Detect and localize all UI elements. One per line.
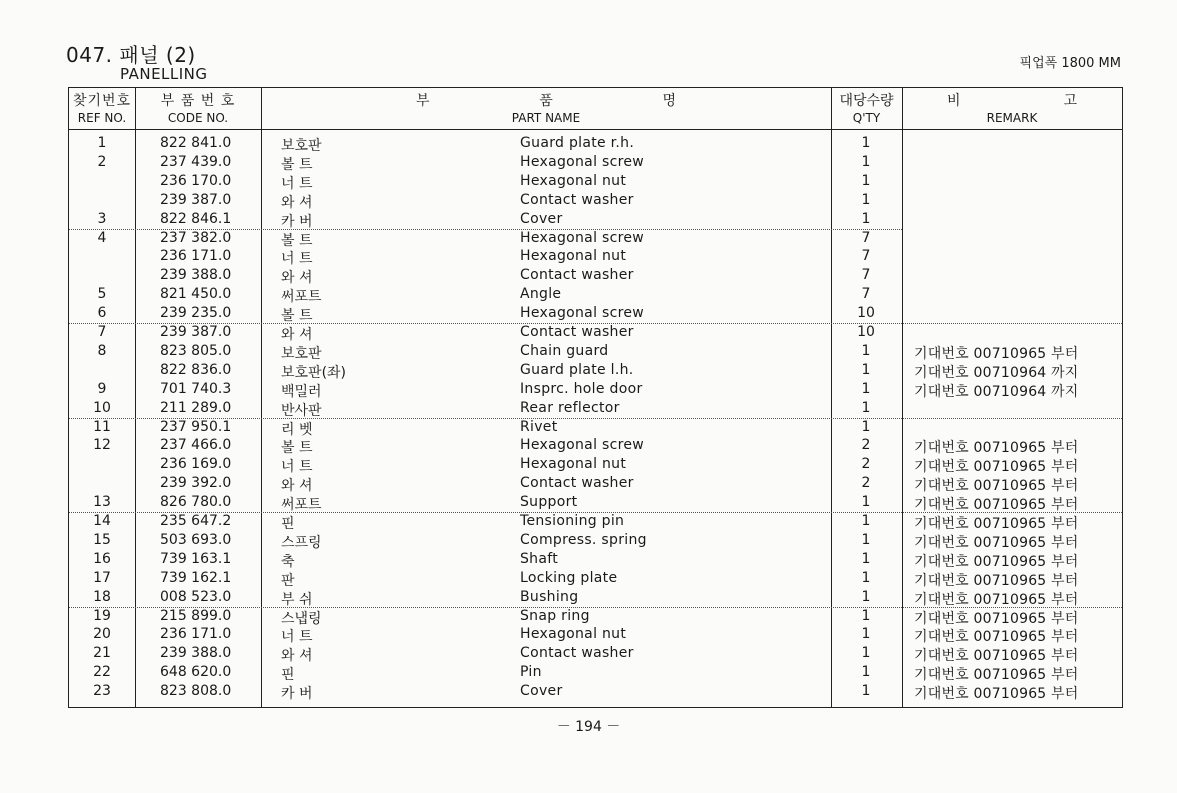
table-row (69, 588, 1122, 607)
cell-korean-name: 와 셔 (281, 478, 313, 495)
page-header (66, 44, 208, 83)
cell-remark: 기대번호 00710964 까지 (914, 383, 1079, 400)
cell-ref-no: 7 (97, 324, 107, 340)
cell-remark: 기대번호 00710965 부터 (914, 667, 1079, 684)
cell-part-name: Hexagonal nut (520, 456, 627, 473)
cell-quantity: 1 (861, 626, 871, 643)
cell-quantity: 1 (861, 513, 871, 529)
cell-code-no: 701 740.3 (160, 380, 232, 397)
header-code-no (135, 88, 261, 129)
cell-ref-no: 23 (93, 683, 111, 700)
header-remark-en: REMARK (986, 111, 1038, 125)
cell-part-name: Contact washer (520, 645, 634, 662)
cell-code-no: 239 392.0 (160, 475, 232, 492)
table-row (69, 550, 1122, 569)
table-row (69, 266, 1122, 285)
header-code-ko: 부 품 번 호 (160, 93, 236, 109)
header-remark (902, 88, 1122, 129)
cell-part-name: Hexagonal nut (520, 248, 627, 265)
cell-quantity: 1 (861, 153, 871, 170)
cell-code-no: 822 841.0 (160, 135, 232, 151)
cell-remark: 기대번호 00710965 부터 (914, 610, 1079, 627)
cell-code-no: 239 235.0 (160, 305, 232, 322)
cell-ref-no: 2 (97, 153, 107, 170)
page-title-korean: 047. 패널 (2) (66, 43, 196, 67)
cell-code-no: 239 387.0 (160, 324, 232, 340)
cell-part-name: Rear reflector (520, 399, 620, 416)
cell-ref-no: 21 (93, 645, 111, 662)
cell-ref-no: 1 (97, 135, 107, 151)
table-row (69, 569, 1122, 588)
cell-code-no: 239 387.0 (160, 191, 232, 208)
cell-ref-no: 20 (93, 626, 111, 643)
cell-korean-name: 와 셔 (281, 194, 313, 211)
table-row (69, 474, 1122, 493)
header-ref-ko: 찾기번호 (72, 93, 132, 109)
cell-code-no: 821 450.0 (160, 286, 232, 303)
cell-ref-no: 13 (93, 494, 111, 511)
cell-code-no: 822 836.0 (160, 361, 232, 378)
header-name-ko-1: 부 (416, 93, 430, 109)
cell-korean-name: 축 (281, 553, 295, 570)
cell-part-name: Hexagonal nut (520, 626, 627, 643)
table-row (69, 418, 1122, 437)
table-row (69, 210, 1122, 229)
cell-part-name: Rivet (520, 418, 558, 435)
cell-quantity: 1 (861, 569, 871, 586)
cell-ref-no: 8 (97, 342, 107, 359)
cell-ref-no: 9 (97, 380, 107, 397)
header-qty-ko: 대당수량 (839, 93, 894, 109)
cell-quantity: 7 (861, 267, 871, 284)
table-row (69, 682, 1122, 701)
table-row (69, 134, 1122, 153)
cell-remark: 기대번호 00710965 부터 (914, 591, 1079, 608)
cell-quantity: 2 (861, 456, 871, 473)
cell-code-no: 236 171.0 (160, 626, 232, 643)
cell-korean-name: 볼 트 (281, 232, 313, 249)
cell-code-no: 236 171.0 (160, 248, 232, 265)
cell-part-name: Cover (520, 210, 563, 227)
cell-code-no: 823 805.0 (160, 342, 232, 359)
table-row (69, 399, 1122, 418)
cell-remark: 기대번호 00710965 부터 (914, 572, 1079, 589)
cell-code-no: 739 162.1 (160, 569, 232, 586)
table-row (69, 172, 1122, 191)
table-row (69, 285, 1122, 304)
table-row (69, 663, 1122, 682)
table-row (69, 361, 1122, 380)
table-row (69, 436, 1122, 455)
cell-part-name: Chain guard (520, 342, 609, 359)
cell-korean-name: 보호판(좌) (281, 364, 347, 381)
cell-korean-name: 너 트 (281, 251, 313, 268)
cell-quantity: 1 (861, 135, 871, 151)
cell-ref-no: 6 (97, 305, 107, 322)
cell-part-name: Hexagonal screw (520, 437, 645, 454)
cell-korean-name: 백밀러 (281, 383, 322, 400)
cell-korean-name: 카 버 (281, 686, 313, 703)
table-row (69, 380, 1122, 399)
cell-quantity: 1 (861, 645, 871, 662)
cell-remark: 기대번호 00710965 부터 (914, 440, 1079, 457)
cell-code-no: 237 466.0 (160, 437, 232, 454)
cell-code-no: 237 439.0 (160, 153, 232, 170)
pickup-width-label: 픽업폭 1800 MM (1019, 56, 1121, 71)
table-row (69, 531, 1122, 550)
cell-ref-no: 3 (97, 210, 107, 227)
cell-korean-name: 볼 트 (281, 440, 313, 457)
cell-part-name: Contact washer (520, 324, 634, 340)
cell-korean-name: 보호판 (281, 138, 322, 154)
cell-part-name: Angle (520, 286, 562, 303)
table-row (69, 625, 1122, 644)
cell-quantity: 7 (861, 286, 871, 303)
cell-korean-name: 스냅링 (281, 610, 322, 627)
cell-part-name: Contact washer (520, 475, 634, 492)
cell-code-no: 826 780.0 (160, 494, 232, 511)
cell-korean-name: 와 셔 (281, 648, 313, 665)
cell-remark: 기대번호 00710965 부터 (914, 686, 1079, 703)
cell-korean-name: 반사판 (281, 402, 322, 419)
cell-part-name: Hexagonal screw (520, 229, 645, 246)
cell-ref-no: 10 (93, 399, 111, 416)
cell-ref-no: 11 (93, 418, 111, 435)
cell-part-name: Contact washer (520, 267, 634, 284)
cell-code-no: 822 846.1 (160, 210, 232, 227)
cell-code-no: 237 950.1 (160, 418, 232, 435)
cell-part-name: Locking plate (520, 569, 618, 586)
cell-ref-no: 17 (93, 569, 111, 586)
cell-part-name: Support (520, 494, 578, 511)
cell-korean-name: 너 트 (281, 629, 313, 646)
cell-korean-name: 볼 트 (281, 308, 313, 325)
cell-quantity: 1 (861, 550, 871, 567)
header-remark-ko-1: 비 (947, 93, 961, 109)
table-row (69, 191, 1122, 210)
cell-code-no: 236 169.0 (160, 456, 232, 473)
cell-code-no: 237 382.0 (160, 229, 232, 246)
cell-part-name: Pin (520, 664, 542, 681)
cell-korean-name: 판 (281, 572, 295, 589)
cell-remark: 기대번호 00710965 부터 (914, 478, 1079, 495)
cell-remark: 기대번호 00710965 부터 (914, 648, 1079, 665)
cell-code-no: 823 808.0 (160, 683, 232, 700)
cell-part-name: Guard plate r.h. (520, 135, 635, 151)
cell-remark: 기대번호 00710965 부터 (914, 553, 1079, 570)
cell-quantity: 1 (861, 342, 871, 359)
cell-quantity: 1 (861, 664, 871, 681)
cell-korean-name: 부 쉬 (281, 591, 313, 608)
cell-korean-name: 보호판 (281, 345, 322, 362)
cell-code-no: 211 289.0 (160, 399, 232, 416)
table-row (69, 342, 1122, 361)
table-row (69, 644, 1122, 663)
cell-korean-name: 리 벳 (281, 421, 313, 438)
cell-korean-name: 카 버 (281, 213, 313, 230)
cell-code-no: 215 899.0 (160, 607, 232, 624)
page-number: － 194 － (556, 719, 621, 735)
header-part-name (261, 88, 831, 129)
cell-code-no: 239 388.0 (160, 645, 232, 662)
cell-ref-no: 15 (93, 531, 111, 548)
cell-code-no: 503 693.0 (160, 531, 232, 548)
cell-quantity: 1 (861, 399, 871, 416)
table-row (69, 512, 1122, 531)
cell-korean-name: 스프링 (281, 534, 322, 551)
header-name-ko-3: 명 (662, 93, 676, 109)
cell-code-no: 008 523.0 (160, 588, 232, 605)
cell-ref-no: 5 (97, 286, 107, 303)
cell-part-name: Snap ring (520, 607, 590, 624)
table-row (69, 153, 1122, 172)
cell-quantity: 1 (861, 531, 871, 548)
cell-part-name: Shaft (520, 550, 559, 567)
cell-code-no: 739 163.1 (160, 550, 232, 567)
cell-korean-name: 와 셔 (281, 270, 313, 287)
cell-part-name: Cover (520, 683, 563, 700)
cell-code-no: 648 620.0 (160, 664, 232, 681)
cell-part-name: Tensioning pin (520, 513, 625, 529)
header-remark-ko-2: 고 (1063, 93, 1077, 109)
cell-part-name: Insprc. hole door (520, 380, 643, 397)
header-name-ko-2: 품 (539, 93, 553, 109)
cell-ref-no: 4 (97, 229, 107, 246)
table-row (69, 323, 1122, 342)
cell-quantity: 7 (861, 229, 871, 246)
cell-quantity: 2 (861, 475, 871, 492)
cell-quantity: 2 (861, 437, 871, 454)
cell-quantity: 1 (861, 210, 871, 227)
cell-korean-name: 핀 (281, 667, 295, 684)
header-qty-en: Q'TY (852, 111, 881, 125)
cell-ref-no: 19 (93, 607, 111, 624)
cell-part-name: Hexagonal screw (520, 153, 645, 170)
cell-quantity: 7 (861, 248, 871, 265)
table-row (69, 229, 1122, 248)
cell-ref-no: 12 (93, 437, 111, 454)
header-code-en: CODE NO. (167, 111, 229, 125)
cell-quantity: 1 (861, 683, 871, 700)
cell-ref-no: 22 (93, 664, 111, 681)
header-name-en: PART NAME (511, 111, 581, 125)
cell-remark: 기대번호 00710965 부터 (914, 629, 1079, 646)
cell-quantity: 10 (857, 324, 875, 340)
cell-quantity: 10 (857, 305, 875, 322)
page-title-english: PANELLING (120, 65, 208, 83)
cell-part-name: Contact washer (520, 191, 634, 208)
cell-remark: 기대번호 00710965 부터 (914, 497, 1079, 514)
cell-quantity: 1 (861, 418, 871, 435)
header-ref-en: REF NO. (77, 111, 127, 125)
table-row (69, 247, 1122, 266)
cell-korean-name: 너 트 (281, 459, 313, 476)
cell-remark: 기대번호 00710965 부터 (914, 459, 1079, 476)
table-row (69, 493, 1122, 512)
cell-remark: 기대번호 00710964 까지 (914, 364, 1079, 381)
table-row (69, 607, 1122, 626)
parts-table (68, 87, 1123, 708)
cell-korean-name: 써포트 (281, 289, 322, 306)
cell-ref-no: 16 (93, 550, 111, 567)
cell-quantity: 1 (861, 380, 871, 397)
cell-code-no: 236 170.0 (160, 172, 232, 189)
cell-korean-name: 너 트 (281, 175, 313, 192)
cell-korean-name: 와 셔 (281, 327, 313, 343)
cell-quantity: 1 (861, 361, 871, 378)
cell-part-name: Hexagonal screw (520, 305, 645, 322)
header-ref-no (69, 88, 135, 129)
cell-code-no: 235 647.2 (160, 513, 232, 529)
cell-quantity: 1 (861, 172, 871, 189)
cell-quantity: 1 (861, 494, 871, 511)
cell-quantity: 1 (861, 191, 871, 208)
table-row (69, 455, 1122, 474)
cell-quantity: 1 (861, 607, 871, 624)
header-qty (831, 88, 902, 129)
cell-code-no: 239 388.0 (160, 267, 232, 284)
cell-korean-name: 써포트 (281, 497, 322, 514)
table-row (69, 304, 1122, 323)
header-divider (69, 129, 1122, 130)
cell-quantity: 1 (861, 588, 871, 605)
cell-remark: 기대번호 00710965 부터 (914, 534, 1079, 551)
cell-ref-no: 14 (93, 513, 111, 529)
cell-part-name: Bushing (520, 588, 579, 605)
cell-part-name: Hexagonal nut (520, 172, 627, 189)
cell-korean-name: 핀 (281, 516, 295, 532)
cell-remark: 기대번호 00710965 부터 (914, 516, 1079, 532)
cell-remark: 기대번호 00710965 부터 (914, 345, 1079, 362)
cell-ref-no: 18 (93, 588, 111, 605)
cell-korean-name: 볼 트 (281, 156, 313, 173)
cell-part-name: Guard plate l.h. (520, 361, 634, 378)
cell-part-name: Compress. spring (520, 531, 647, 548)
